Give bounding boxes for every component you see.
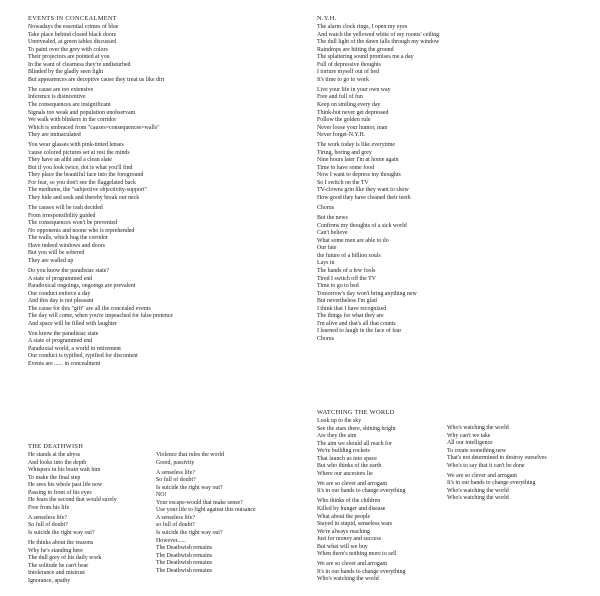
lyric-line: You wear glasses with pink-tinted lenses (28, 142, 124, 149)
lyric-line: Keep on smiling every day (317, 101, 381, 108)
lyric-line: I'm alive and that's all that counts (317, 320, 396, 327)
lyric-line: To make the final step (28, 474, 81, 481)
lyric-line: Is suicide the right way out? (156, 529, 223, 536)
lyric-line: Paradoxial world, a world in retirement (28, 345, 121, 352)
lyric-line: Killed by hunger and disease (317, 506, 386, 513)
lyric-line: Chorus (317, 205, 335, 212)
lyric-line: But the news (317, 215, 348, 222)
lyric-line: A state of programmed end (28, 275, 93, 282)
lyric-line: Why can't we take (447, 432, 491, 439)
lyric-line: the future of a billion souls (317, 252, 381, 259)
lyric-line: But you will be sobered (28, 250, 85, 257)
lyric-line: Who thinks of the children (317, 498, 381, 505)
nyh-title: N.Y.H. (317, 15, 337, 22)
lyric-line: Just for money and success (317, 536, 382, 543)
lyric-line: Live your life in your own way (317, 86, 391, 93)
lyric-line: A senseless life? (156, 469, 195, 476)
lyric-line: That launch us into space (317, 455, 377, 462)
lyric-line: The alarm clock rings, I open my eyes (317, 24, 408, 30)
lyric-line: Time to go to bed (317, 283, 359, 290)
deathwish-stanzas-1 (28, 452, 158, 585)
lyric-line: To paint over the grey with colors (28, 46, 108, 53)
lyric-line: Paradoxical ongoings, ongoings are prevalent (28, 283, 136, 290)
lyric-line: A state of programmed end (28, 338, 93, 345)
lyric-line: Confirms my thoughts of a sick world (317, 222, 407, 229)
lyric-line: We are so clever and arrogant (447, 472, 518, 479)
lyric-line: So full of doubt? (156, 477, 196, 484)
lyric-line: A senseless life? (28, 514, 67, 521)
lyric-line: NO! (156, 492, 167, 499)
lyric-line: Where our ancestors lie (317, 470, 373, 477)
nyh-column (317, 15, 587, 343)
lyric-line: You know the paradisiac state (28, 330, 99, 337)
lyric-line: They are immaculated (28, 132, 81, 139)
lyric-line: Your escape-would that make sense? (156, 499, 243, 506)
lyric-line: Are they the aim (317, 433, 357, 440)
lyric-line: What some men are able to do (317, 237, 389, 244)
lyric-line: Time to have some food (317, 164, 375, 171)
nyh-stanzas (317, 24, 587, 343)
deathwish-stanzas-2 (156, 452, 290, 575)
lyric-line: He thinks about the reasons (28, 540, 94, 547)
lyric-line: Why he's standing here (28, 547, 83, 554)
lyric-line: Stayed in stupid, senseless wars (317, 521, 393, 528)
lyric-line: Who's watching the world (447, 425, 509, 431)
lyric-line: That's not determined to destroy ourselves (447, 455, 547, 462)
lyric-line: And this day is not pleasant (28, 298, 94, 305)
lyric-line: No opponents and noone who is reprehended (28, 227, 135, 234)
lyric-line: I think that I have recognized (317, 305, 387, 312)
lyric-line: The splattering sound promises me a day (317, 54, 414, 61)
lyric-line: Unrevealed, at green tables discussed (28, 39, 117, 46)
lyric-line: Inference is disincentive (28, 94, 86, 101)
deathwish-column-2 (156, 452, 290, 575)
lyric-line: The dull light of the dawn falls through my window (317, 39, 440, 46)
lyric-line: In the want of clearness they're undisturbed (28, 61, 131, 68)
lyric-line: But nevertheless I'm glad (317, 298, 377, 305)
events-in-concealment-column (28, 15, 290, 369)
lyric-line: Our conduct is typified, typified for discontent (28, 353, 138, 360)
lyric-line: They hide and seek and thereby break our neck (28, 195, 140, 202)
lyric-line: A senseless life? (156, 514, 195, 521)
watching-stanzas-2 (447, 425, 597, 503)
lyric-line: They place the beautiful face into the foreground (28, 172, 144, 179)
lyric-line: Nine hours later I'm at home again (317, 157, 399, 164)
lyric-line: Blinded by the gladly seen light (28, 69, 104, 76)
lyric-line: The day will come, when you're impeached for false pretence (28, 313, 173, 320)
lyric-line: When there's nothing more to sell (317, 551, 397, 558)
lyric-line: Look up to the sky (317, 418, 362, 424)
lyric-line: Is suicide the right way out? (28, 529, 95, 536)
lyric-line: Use your life to fight against this nuisance (156, 507, 256, 514)
lyric-line: Lays in (317, 260, 335, 267)
lyric-line: We are so clever and arrogant (317, 561, 388, 568)
watching-stanzas-1 (317, 418, 457, 584)
lyric-line: And watch the yellowed white of my rooms' ceiling (317, 31, 440, 38)
lyric-line: The aim we should all reach for (317, 440, 392, 447)
lyric-line: The work today is like everytime (317, 142, 396, 149)
lyric-line: So I switch on the TV (317, 179, 369, 186)
lyric-line: Our fate (317, 245, 337, 252)
watching-the-world-column-1 (317, 409, 457, 584)
lyric-line: Ignorance, apathy (28, 577, 71, 584)
lyric-line: And space will be filled with laughter (28, 320, 117, 327)
deathwish-column-1 (28, 443, 158, 585)
events-in-concealment-title: EVENTS IN CONCEALMENT (28, 15, 118, 22)
lyric-line: The things for what they are (317, 313, 384, 320)
lyric-line: TV-clowns grin like they want to show (317, 187, 409, 194)
lyric-line: The walls, which hug the corridor (28, 235, 108, 242)
lyric-line: The consequences won't be prevented (28, 220, 118, 227)
lyric-line: Our conduct enforce a day (28, 290, 91, 297)
lyric-line: It's in our hands to change everything (317, 488, 406, 495)
lyric-line: But who thinks of the earth (317, 463, 382, 470)
lyric-line: See the stars there, shining bright (317, 425, 396, 432)
lyric-line: The consequences are insignificant (28, 101, 111, 108)
lyric-line: The solitude he can't bear (28, 562, 89, 569)
lyric-line: Which is embraced from "causes=consequences=walls" (28, 124, 160, 131)
lyric-line: To create something new (447, 447, 506, 454)
lyric-line: It's in our hands to change everything (447, 480, 536, 487)
lyric-line: 'cause colored pictures set at rest the minds (28, 149, 130, 156)
lyric-line: For fear, so you don't see the flaggelated back (28, 179, 136, 186)
watching-the-world-title: WATCHING THE WORLD (317, 409, 395, 416)
lyric-line: I learned to laugh in the face of fear (317, 328, 402, 335)
lyric-line: Never forget-N.Y.H. (317, 132, 366, 139)
lyric-line: Intolerance and mistrust (28, 570, 85, 577)
lyric-line: The hands of a few fools (317, 267, 376, 274)
lyric-line: They have an alibi and a clean slate (28, 157, 112, 164)
lyric-line: But if you look twice, dot is what you'll find (28, 164, 133, 171)
events-stanzas (28, 24, 290, 369)
lyric-line: Who's watching the world (447, 495, 509, 502)
lyric-line: It's in our hands to change everything (317, 568, 406, 575)
lyric-line: Chorus (317, 335, 335, 342)
lyric-line: Full of depressive thoughts (317, 61, 381, 68)
lyric-line: Who's watching the world (447, 487, 509, 494)
lyric-line: Do you know the paradisiac state? (28, 267, 109, 274)
lyric-line: So full of doubt? (28, 522, 68, 529)
lyric-line: Passing in front of his eyes (28, 489, 92, 496)
lyric-line: Their projectors are pointed at you (28, 54, 110, 61)
lyric-line: Raindrops are hitting the ground (317, 46, 394, 53)
lyric-line: However...... (156, 537, 187, 544)
deathwish-title: THE DEATHWISH (28, 443, 84, 450)
lyric-line: Tomorrow's day won't bring anything new (317, 290, 417, 297)
lyric-line: He fears the second that would surely (28, 497, 117, 504)
lyric-line: The Deathwish remains (156, 545, 212, 552)
lyric-line: They are walled up (28, 257, 74, 264)
lyric-line: We walk with blinkers in the corridor (28, 117, 117, 124)
lyric-line: Signals too weak and population unobservant (28, 109, 136, 116)
lyric-line: The causes will be rash decided (28, 205, 103, 212)
lyric-line: Free from his life (28, 504, 70, 511)
lyric-line: But what will we buy (317, 543, 368, 550)
lyric-line: The cause are too extensive (28, 86, 94, 93)
lyric-line: We're building rockets (317, 448, 370, 455)
lyric-line: Tired I switch off the TV (317, 275, 376, 282)
lyric-line: Take place behind closed black doors (28, 31, 117, 38)
lyric-line: Nowadays the essential crimes of blue (28, 24, 119, 30)
lyric-line: We are so clever and arrogant (317, 480, 388, 487)
lyric-line: Think-but never get depressed (317, 109, 389, 116)
lyric-line: Can't believe (317, 230, 348, 237)
lyric-line: It's time to go to work (317, 76, 369, 83)
lyric-line: I torture myself out of bed (317, 69, 379, 76)
lyric-line: The cause for this "gift" are all the concealed events (28, 305, 151, 312)
lyric-line: Events are ...... in concealment (28, 361, 101, 368)
lyric-line: Now I want to depress my thoughts (317, 172, 401, 179)
lyric-line: The Deathwish remains (156, 552, 212, 559)
lyric-line: Free and full of fun (317, 94, 363, 101)
lyric-line: Never loose your humor, man (317, 124, 388, 131)
lyric-line: And looks into the depth (28, 459, 87, 466)
lyric-line: so full of doubt? (156, 522, 195, 529)
lyric-line: We're always reaching (317, 528, 370, 535)
lyric-line: Follow the golden rule (317, 117, 371, 124)
lyric-line: The Deathwish remains (156, 567, 212, 574)
lyric-line: All our intelligence (447, 440, 493, 447)
lyric-line: Is suicide the right way out? (156, 484, 223, 491)
lyric-line: The mediums, the "subjective objectivity-support" (28, 187, 147, 194)
lyric-line: Tiring, boring and grey (317, 149, 372, 156)
lyric-line: From irresponsibility guided (28, 212, 96, 219)
lyric-line: He stands at the abyss (28, 452, 81, 458)
lyric-line: Who's to say that it can't be done (447, 462, 525, 469)
lyric-line: How good they have cleaned their teeth (317, 195, 411, 202)
lyric-line: Have indeed windows and doors (28, 242, 105, 249)
lyric-line: The dull grey of his daily work (28, 555, 102, 562)
lyric-line: Violence that rules the world (156, 452, 225, 458)
lyric-line: The Deathwish remains (156, 560, 212, 567)
lyric-line: Greed, passivity (156, 459, 195, 466)
watching-the-world-column-2 (447, 425, 597, 503)
lyric-line: But appearences are deceptive cause they treat us like dirt (28, 76, 165, 83)
lyric-line: Who's watching the world (317, 576, 379, 583)
lyric-line: Whispers in his brain wait him (28, 467, 101, 474)
lyric-line: What about the people (317, 513, 371, 520)
lyric-line: He sees his whole past life now (28, 482, 103, 489)
